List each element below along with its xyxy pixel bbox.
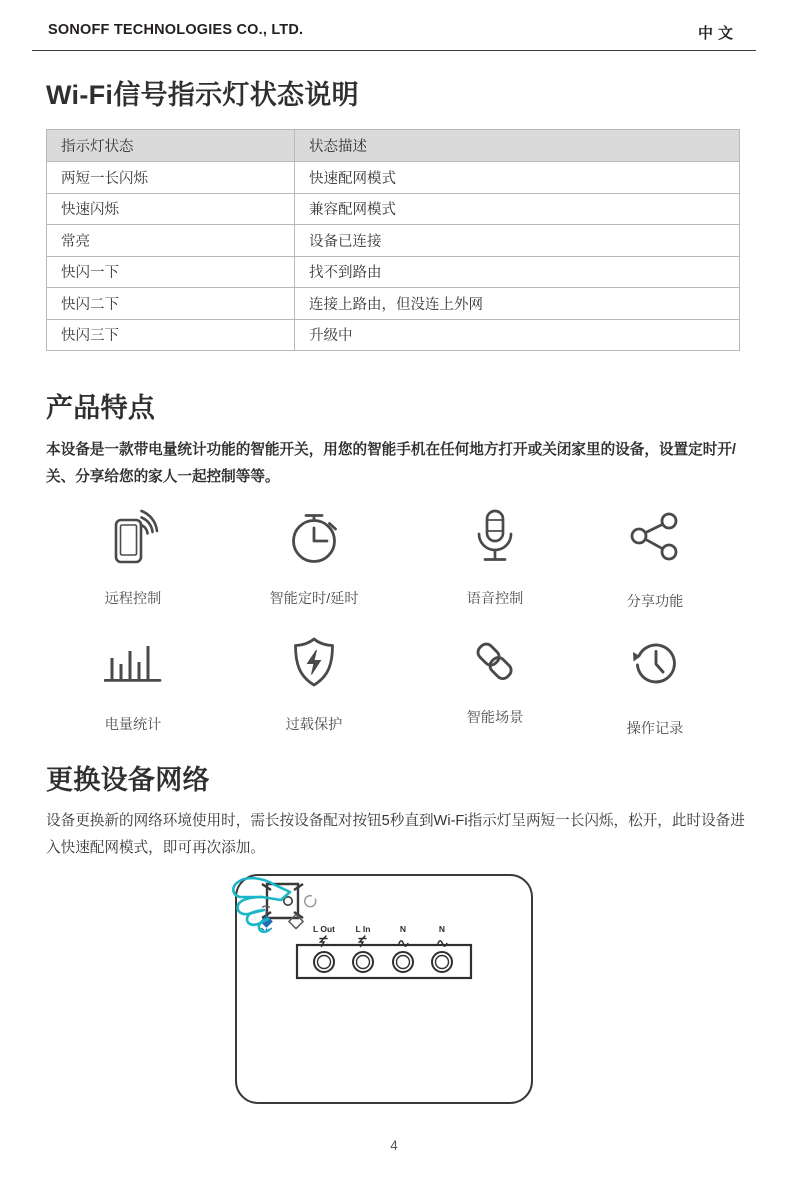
page-number: 4: [390, 1138, 398, 1153]
shield-bolt-icon: [289, 631, 339, 693]
cell-led-state: 两短一长闪烁: [47, 162, 295, 194]
terminal-label: L In: [355, 924, 371, 934]
feature-label: 语音控制: [466, 591, 524, 607]
network-intro-text: 设备更换新的网络环境使用时，需长按设备配对按钮5秒直到Wi-Fi指示灯呈两短一长闪烁，松开，此时设备进入快速配网模式，即可再次添加。: [46, 813, 745, 856]
cell-led-desc: 找不到路由: [295, 256, 740, 288]
feature-icon-row: [46, 506, 742, 626]
table-header-cell-state: 指示灯状态: [47, 130, 295, 162]
chain-link-icon: [469, 631, 521, 693]
feature-label: 智能定时/延时: [269, 591, 359, 607]
feature-share: [568, 506, 742, 626]
cell-led-state: 快闪二下: [47, 288, 295, 320]
page-header: [48, 22, 740, 50]
cell-led-desc: 升级中: [295, 319, 740, 351]
network-title: 更换设备网络: [46, 765, 210, 795]
wifi-status-table: [46, 129, 740, 351]
terminal-label: N: [399, 924, 407, 934]
stopwatch-icon: [286, 506, 342, 568]
cell-led-state: 快速闪烁: [47, 193, 295, 225]
feature-operation-log: [568, 631, 742, 751]
table-header-row: [47, 130, 740, 162]
feature-label: 电量统计: [104, 717, 162, 733]
cell-led-desc: 连接上路由，但没连上外网: [295, 288, 740, 320]
cell-led-state: 快闪一下: [47, 256, 295, 288]
microphone-icon: [472, 506, 518, 568]
device-diagram: [0, 862, 788, 1112]
cell-led-state: 快闪三下: [47, 319, 295, 351]
table-row: [47, 225, 740, 257]
table-row: [47, 162, 740, 194]
feature-voice-control: [408, 506, 582, 626]
phone-signal-icon: [107, 506, 159, 568]
clock-history-icon: [629, 631, 681, 693]
table-row: [47, 288, 740, 320]
terminal-label: L Out: [312, 924, 336, 934]
feature-label: 分享功能: [626, 594, 684, 610]
bar-chart-icon: [104, 631, 162, 693]
feature-power-stats: [46, 631, 220, 751]
feature-smart-timer: [227, 506, 401, 626]
feature-label: 智能场景: [466, 710, 524, 726]
table-header-cell-desc: 状态描述: [295, 130, 740, 162]
terminal-label: N: [438, 924, 446, 934]
device-body: [236, 875, 532, 1103]
feature-label: 过载保护: [285, 717, 343, 733]
table-row: [47, 319, 740, 351]
feature-label: 操作记录: [626, 721, 684, 737]
language-label: 中文: [697, 25, 738, 42]
company-name: SONOFF TECHNOLOGIES CO., LTD.: [48, 22, 304, 38]
feature-remote-control: [46, 506, 220, 626]
feature-smart-scene: [408, 631, 582, 751]
cell-led-desc: 兼容配网模式: [295, 193, 740, 225]
table-row: [47, 256, 740, 288]
features-intro-text: 本设备是一款带电量统计功能的智能开关，用您的智能手机在任何地方打开或关闭家里的设备，设置定时开/关、分享给您的家人一起控制等等。: [46, 442, 736, 485]
cell-led-desc: 快速配网模式: [295, 162, 740, 194]
share-nodes-icon: [627, 506, 683, 568]
cell-led-state: 常亮: [47, 225, 295, 257]
features-title: 产品特点: [46, 393, 156, 423]
feature-icon-grid: [46, 506, 742, 751]
feature-icon-row: [46, 631, 742, 751]
header-divider: [32, 50, 756, 51]
feature-overload-protection: [227, 631, 401, 751]
cell-led-desc: 设备已连接: [295, 225, 740, 257]
wifi-status-title: Wi-Fi信号指示灯状态说明: [46, 80, 359, 110]
table-row: [47, 193, 740, 225]
feature-label: 远程控制: [104, 591, 162, 607]
